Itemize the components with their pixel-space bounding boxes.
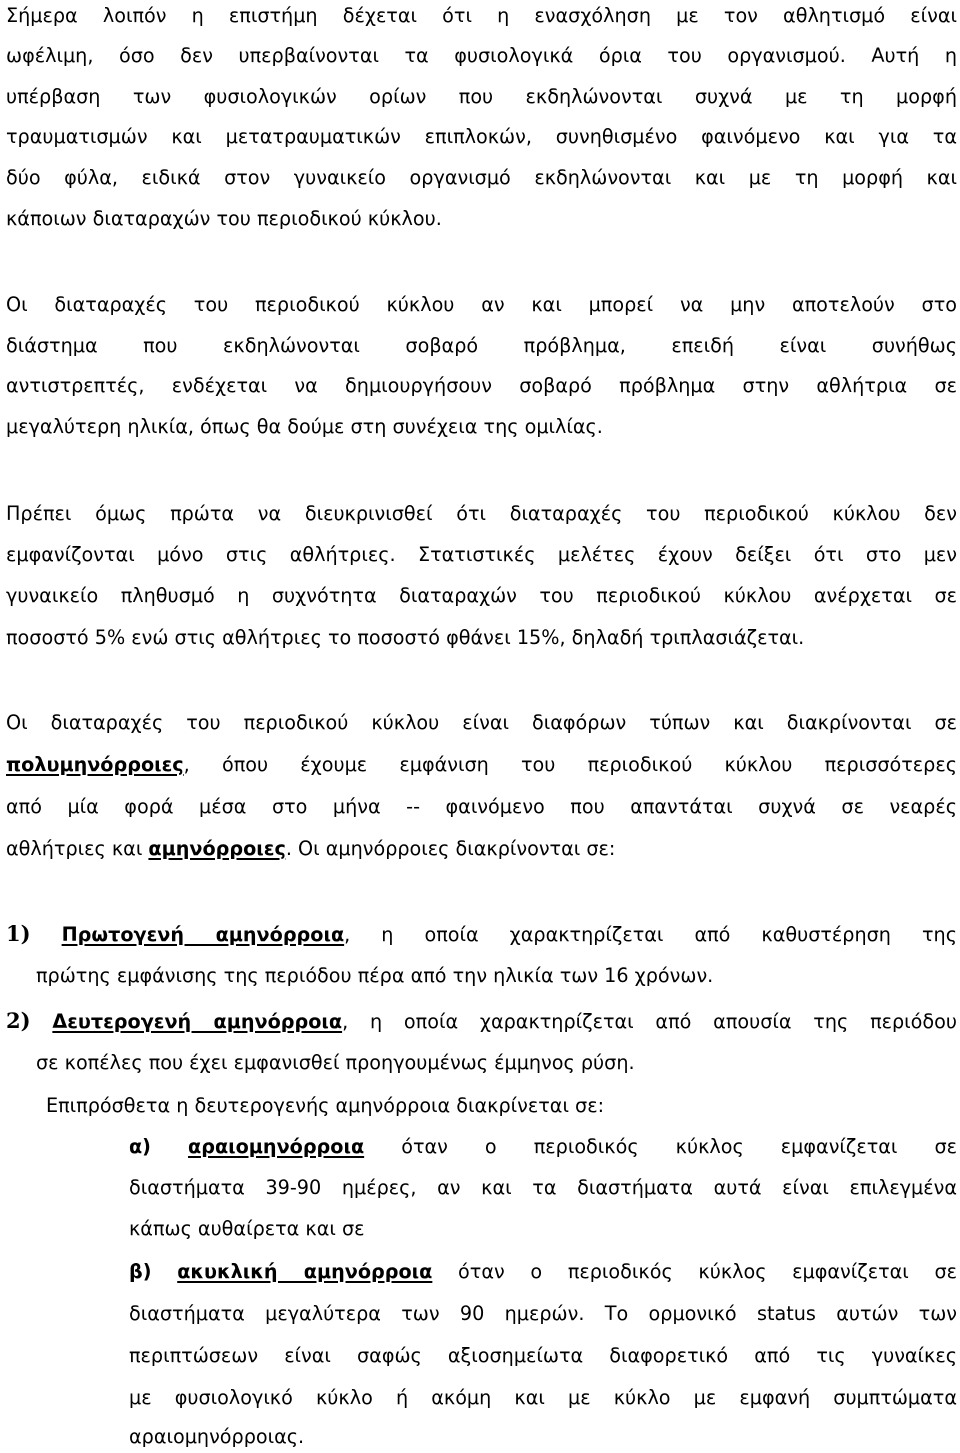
- paragraph-3-line-1: Πρέπει όμως πρώτα να διευκρινισθεί ότι διαταραχές του περιοδικού κύκλου δεν: [6, 502, 957, 525]
- sub-item-b-text: όταν ο περιοδικός κύκλος εμφανίζεται σε: [432, 1260, 957, 1283]
- sub-item-a-label: α): [129, 1135, 151, 1158]
- sub-item-a-line-2: διαστήματα 39-90 ημέρες, αν και τα διαστήματα αυτά είναι επιλεγμένα: [129, 1176, 957, 1199]
- term-oligomenorrhea: αραιομηνόρροια: [188, 1135, 365, 1158]
- sub-item-b-line-2: διαστήματα μεγαλύτερα των 90 ημερών. Το ορμονικό status αυτών των: [129, 1302, 957, 1325]
- sub-item-b-line-3: περιπτώσεων είναι σαφώς αξιοσημείωτα διαφορετικό από τις γυναίκες: [129, 1344, 957, 1367]
- term-primary-amenorrhea: Πρωτογενή αμηνόρροια: [61, 923, 345, 946]
- paragraph-3-line-3: γυναικείο πληθυσμό η συχνότητα διαταραχών του περιοδικού κύκλου ανέρχεται σε: [6, 584, 957, 607]
- paragraph-1-line-2: ωφέλιμη, όσο δεν υπερβαίνονται τα φυσιολογικά όρια του οργανισμού. Αυτή η: [6, 44, 957, 67]
- paragraph-2-line-4: μεγαλύτερη ηλικία, όπως θα δούμε στη συνέχεια της ομιλίας.: [6, 415, 603, 438]
- list-item-2-number: 2): [6, 1008, 31, 1033]
- subclassification-intro: Επιπρόσθετα η δευτερογενής αμηνόρροια διακρίνεται σε:: [46, 1094, 605, 1117]
- paragraph-4-line-1: Οι διαταραχές του περιοδικού κύκλου είναι διαφόρων τύπων και διακρίνονται σε: [6, 711, 957, 734]
- list-item-1-line-2: πρώτης εμφάνισης της περιόδου πέρα από την ηλικία των 16 χρόνων.: [36, 964, 714, 987]
- paragraph-3-line-4: ποσοστό 5% ενώ στις αθλήτριες το ποσοστό φθάνει 15%, δηλαδή τριπλασιάζεται.: [6, 626, 805, 649]
- sub-item-b-line-1: [129, 1256, 957, 1288]
- sub-item-b-label: β): [129, 1260, 152, 1283]
- list-item-1-text: , η οποία χαρακτηρίζεται από καθυστέρηση της: [344, 923, 957, 946]
- paragraph-1-line-3: υπέρβαση των φυσιολογικών ορίων που εκδηλώνονται συχνά με τη μορφή: [6, 85, 957, 108]
- paragraph-4-line-2: [6, 749, 957, 781]
- paragraph-1-line-5: δύο φύλα, ειδικά στον γυναικείο οργανισμό εκδηλώνονται και με τη μορφή και: [6, 166, 957, 189]
- paragraph-1-line-1: Σήμερα λοιπόν η επιστήμη δέχεται ότι η ενασχόληση με τον αθλητισμό είναι: [6, 4, 957, 27]
- term-amenorrhea: αμηνόρροιες: [148, 837, 286, 860]
- paragraph-2-line-1: Οι διαταραχές του περιοδικού κύκλου αν και μπορεί να μην αποτελούν στο: [6, 293, 957, 316]
- paragraph-2-line-2: διάστημα που εκδηλώνονται σοβαρό πρόβλημα, επειδή είναι συνήθως: [6, 334, 957, 357]
- list-item-2-line-1: [6, 1005, 957, 1037]
- paragraph-1-line-6: κάποιων διαταραχών του περιοδικού κύκλου.: [6, 207, 442, 230]
- sub-item-b-line-5: αραιομηνόρροιας.: [129, 1425, 305, 1448]
- list-item-2-text: , η οποία χαρακτηρίζεται από απουσία της περιόδου: [342, 1010, 957, 1033]
- term-secondary-amenorrhea: Δευτερογενή αμηνόρροια: [52, 1010, 343, 1033]
- paragraph-1-line-4: τραυματισμών και μετατραυματικών επιπλοκών, συνηθισμένο φαινόμενο και για τα: [6, 125, 957, 148]
- paragraph-4-line-4: [6, 833, 957, 865]
- paragraph-2-line-3: αντιστρεπτές, ενδέχεται να δημιουργήσουν σοβαρό πρόβλημα στην αθλήτρια σε: [6, 374, 957, 397]
- paragraph-3-line-2: εμφανίζονται μόνο στις αθλήτριες. Στατιστικές μελέτες έχουν δείξει ότι στο μεν: [6, 543, 957, 566]
- sub-item-a-text: όταν ο περιοδικός κύκλος εμφανίζεται σε: [364, 1135, 957, 1158]
- list-item-2-line-2: σε κοπέλες που έχει εμφανισθεί προηγουμένως έμμηνος ρύση.: [36, 1051, 635, 1074]
- sub-item-a-line-3: κάπως αυθαίρετα και σε: [129, 1217, 365, 1240]
- paragraph-4-line-2-text: , όπου έχουμε εμφάνιση του περιοδικού κύκλου περισσότερες: [183, 753, 957, 776]
- paragraph-4-line-4-pre: αθλήτριες και: [6, 837, 149, 860]
- sub-item-a-line-1: [129, 1131, 957, 1163]
- term-polymenorrhea: πολυμηνόρροιες: [6, 753, 184, 776]
- paragraph-4-line-4-post: . Οι αμηνόρροιες διακρίνονται σε:: [285, 837, 616, 860]
- sub-item-b-line-4: με φυσιολογικό κύκλο ή ακόμη και με κύκλο με εμφανή συμπτώματα: [129, 1386, 957, 1409]
- term-acyclic-amenorrhea: ακυκλική αμηνόρροια: [177, 1260, 433, 1283]
- paragraph-4-line-3: από μία φορά μέσα στο μήνα -- φαινόμενο που απαντάται συχνά σε νεαρές: [6, 795, 957, 818]
- list-item-1-line-1: [6, 918, 957, 950]
- list-item-1-number: 1): [6, 921, 31, 946]
